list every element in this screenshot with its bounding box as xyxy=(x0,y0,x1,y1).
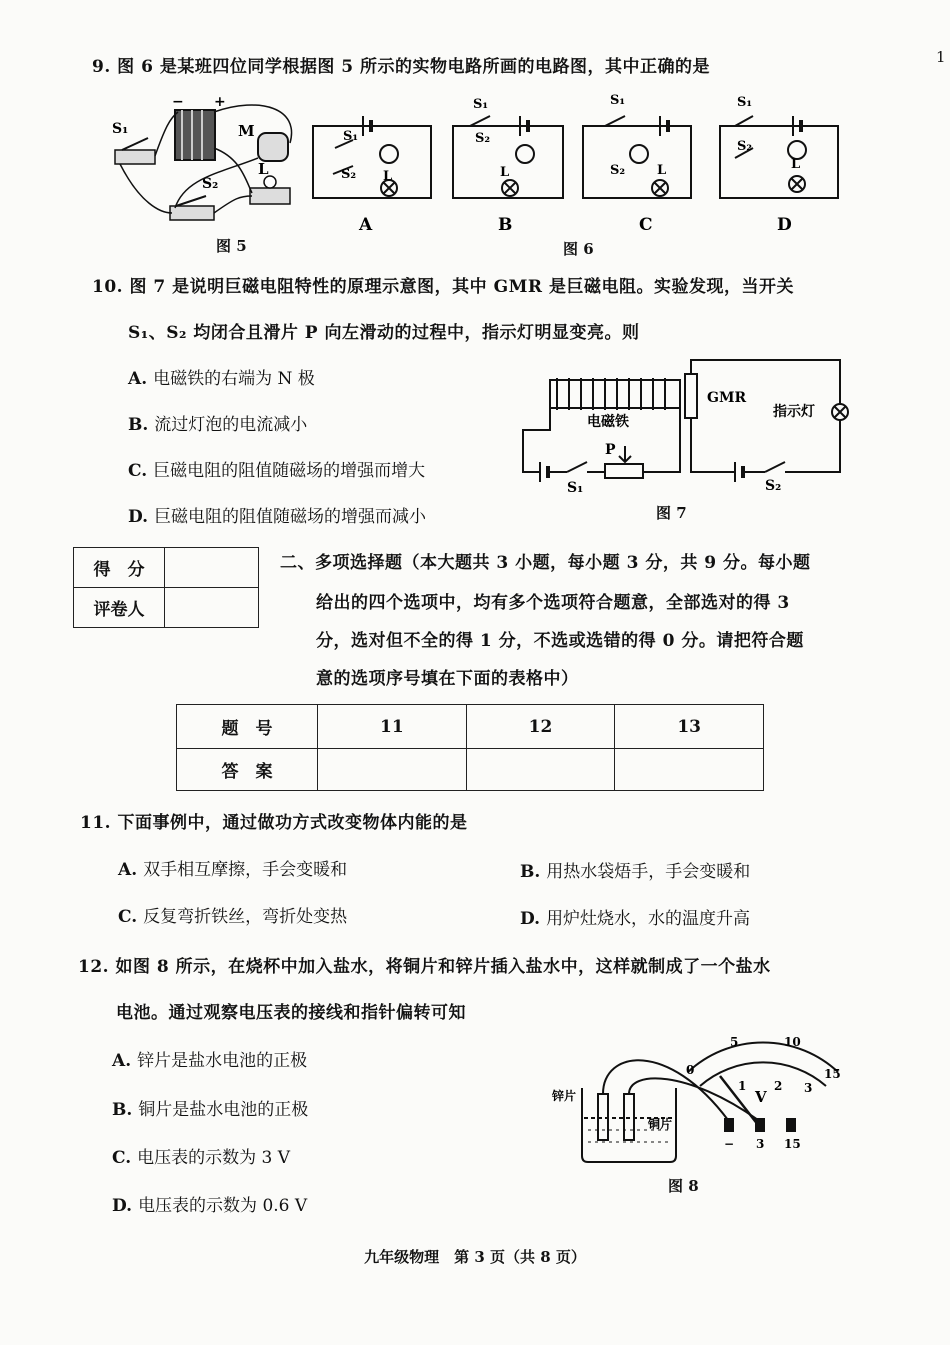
question-12-line2: 电池。通过观察电压表的接线和指针偏转可知 xyxy=(116,1003,466,1023)
question-number: 11. xyxy=(80,813,112,833)
c-l-label: L xyxy=(657,163,667,178)
d-s1-label: S₁ xyxy=(737,95,753,110)
option-key: B. xyxy=(112,1100,133,1120)
option-key: A. xyxy=(112,1051,132,1071)
figure-5-physical-circuit xyxy=(110,88,310,228)
q10-option-a[interactable] xyxy=(128,364,315,389)
d-s2-label: S₂ xyxy=(737,139,753,154)
option-text: 铜片是盐水电池的正极 xyxy=(138,1100,309,1120)
a-l-label: L xyxy=(383,169,393,184)
option-key: A. xyxy=(128,369,148,389)
question-number: 10. xyxy=(92,277,124,297)
q11-option-b[interactable] xyxy=(520,857,750,882)
q10-option-d[interactable] xyxy=(128,502,426,527)
option-key: A. xyxy=(118,860,138,880)
answer-table xyxy=(176,704,764,791)
q10-option-b[interactable] xyxy=(128,410,307,435)
option-text: 流过灯泡的电流减小 xyxy=(154,415,308,435)
answer-cell-11[interactable] xyxy=(318,749,467,791)
question-text: 下面事例中，通过做功方式改变物体内能的是 xyxy=(117,813,468,833)
switch-s2-label: S₂ xyxy=(202,176,219,192)
question-number: 12. xyxy=(78,957,110,977)
question-text-line1: 如图 8 所示，在烧杯中加入盐水，将铜片和锌片插入盐水中，这样就制成了一个盐水 xyxy=(115,957,771,977)
option-text: 反复弯折铁丝，弯折处变热 xyxy=(143,907,348,927)
q12-option-b[interactable] xyxy=(112,1095,308,1120)
circuit-label-c: C xyxy=(639,215,653,235)
a-s1-label: S₁ xyxy=(343,129,359,144)
slider-p-label: P xyxy=(605,442,616,458)
gmr-label: GMR xyxy=(707,390,747,406)
switch-s1-label: S₁ xyxy=(112,121,129,137)
option-key: D. xyxy=(112,1196,133,1216)
fig7-s1-label: S₁ xyxy=(567,480,584,496)
question-number: 9. xyxy=(92,57,111,77)
option-text: 电压表的示数为 3 V xyxy=(137,1148,291,1168)
option-text: 用炉灶烧水，水的温度升高 xyxy=(546,909,751,929)
terminal-minus-label: − xyxy=(724,1137,735,1151)
q11-option-d[interactable] xyxy=(520,904,750,929)
b-s1-label: S₁ xyxy=(473,97,489,112)
option-key: C. xyxy=(112,1148,132,1168)
indicator-lamp-label: 指示灯 xyxy=(773,404,815,420)
option-text: 锌片是盐水电池的正极 xyxy=(137,1051,308,1071)
question-10-line2: S₁、S₂ 均闭合且滑片 P 向左滑动的过程中，指示灯明显变亮。则 xyxy=(128,323,640,343)
figure-8-salt-battery xyxy=(548,1030,848,1170)
answer-table-number-13: 13 xyxy=(615,705,764,749)
circuit-label-a: A xyxy=(359,215,373,235)
section-2-instructions xyxy=(316,584,804,698)
figure-6-caption: 图 6 xyxy=(563,240,594,258)
scale-inner-2: 2 xyxy=(774,1079,783,1093)
q10-option-c[interactable] xyxy=(128,456,425,481)
figure-5-caption: 图 5 xyxy=(216,237,247,255)
question-text-line1: 图 7 是说明巨磁电阻特性的原理示意图，其中 GMR 是巨磁电阻。实验发现，当开关 xyxy=(129,277,794,297)
option-text: 用热水袋焐手，手会变暖和 xyxy=(546,862,751,882)
option-text: 巨磁电阻的阻值随磁场的增强而减小 xyxy=(154,507,427,527)
question-11 xyxy=(80,808,468,833)
option-key: C. xyxy=(118,907,138,927)
page-footer: 九年级物理 第 3 页（共 8 页） xyxy=(364,1248,586,1266)
section-2-line3: 分，选对但不全的得 1 分，不选或选错的得 0 分。请把符合题 xyxy=(316,631,804,651)
option-text: 电压表的示数为 0.6 V xyxy=(138,1196,308,1216)
score-label: 得 分 xyxy=(74,548,165,588)
grader-label: 评卷人 xyxy=(74,588,165,628)
motor-label: M xyxy=(238,122,255,140)
q11-option-c[interactable] xyxy=(118,902,347,927)
terminal-15-label: 15 xyxy=(784,1137,801,1151)
scale-outer-5: 5 xyxy=(730,1035,739,1049)
option-key: B. xyxy=(520,862,541,882)
question-10 xyxy=(92,272,794,297)
section-2-line1: 二、多项选择题（本大题共 3 小题，每小题 3 分，共 9 分。每小题 xyxy=(280,553,811,573)
circuit-label-b: B xyxy=(498,215,513,235)
q11-option-a[interactable] xyxy=(118,855,347,880)
terminal-3-label: 3 xyxy=(756,1137,765,1151)
scale-outer-15: 15 xyxy=(824,1067,841,1081)
q12-option-a[interactable] xyxy=(112,1046,307,1071)
answer-cell-12[interactable] xyxy=(466,749,615,791)
b-l-label: L xyxy=(500,165,510,180)
figure-7-gmr-circuit xyxy=(515,350,855,500)
score-box xyxy=(73,547,259,628)
answer-cell-13[interactable] xyxy=(615,749,764,791)
q12-option-c[interactable] xyxy=(112,1143,290,1168)
b-s2-label: S₂ xyxy=(475,131,491,146)
margin-mark: 1 xyxy=(936,48,946,66)
lamp-label: L xyxy=(258,160,269,178)
option-text: 巨磁电阻的阻值随磁场的增强而增大 xyxy=(153,461,426,481)
option-text: 电磁铁的右端为 N 极 xyxy=(153,369,315,389)
option-key: D. xyxy=(128,507,149,527)
d-l-label: L xyxy=(791,157,801,172)
section-2-title xyxy=(280,544,811,582)
figure-7-caption: 图 7 xyxy=(656,504,687,522)
option-key: B. xyxy=(128,415,149,435)
question-12 xyxy=(78,952,771,977)
meter-unit-label: V xyxy=(755,1088,767,1106)
question-text: 图 6 是某班四位同学根据图 5 所示的实物电路所画的电路图，其中正确的是 xyxy=(117,57,711,77)
section-2-line2: 给出的四个选项中，均有多个选项符合题意，全部选对的得 3 xyxy=(316,593,790,613)
answer-table-number-11: 11 xyxy=(318,705,467,749)
grader-cell[interactable] xyxy=(165,588,259,628)
q12-option-d[interactable] xyxy=(112,1191,307,1216)
c-s1-label: S₁ xyxy=(610,93,626,108)
c-s2-label: S₂ xyxy=(610,163,626,178)
section-2-line4: 意的选项序号填在下面的表格中） xyxy=(316,669,579,689)
option-key: C. xyxy=(128,461,148,481)
scale-inner-1: 1 xyxy=(738,1079,747,1093)
battery-plus-label: + xyxy=(214,94,226,110)
scale-outer-10: 10 xyxy=(784,1035,801,1049)
circuit-label-d: D xyxy=(777,215,792,235)
question-9 xyxy=(92,52,710,77)
answer-table-answer-label: 答 案 xyxy=(177,749,318,791)
electromagnet-label: 电磁铁 xyxy=(587,414,629,430)
zinc-plate-label: 锌片 xyxy=(552,1089,577,1103)
a-s2-label: S₂ xyxy=(341,167,357,182)
figure-8-caption: 图 8 xyxy=(668,1177,699,1195)
score-cell[interactable] xyxy=(165,548,259,588)
option-text: 双手相互摩擦，手会变暖和 xyxy=(143,860,348,880)
scale-inner-0: 0 xyxy=(686,1063,695,1077)
figure-6-circuit-diagrams xyxy=(305,88,855,238)
fig7-s2-label: S₂ xyxy=(765,478,782,494)
copper-plate-label: 铜片 xyxy=(648,1117,673,1131)
battery-minus-label: − xyxy=(172,94,184,110)
scale-inner-3: 3 xyxy=(804,1081,813,1095)
option-key: D. xyxy=(520,909,541,929)
answer-table-header: 题 号 xyxy=(177,705,318,749)
answer-table-number-12: 12 xyxy=(466,705,615,749)
